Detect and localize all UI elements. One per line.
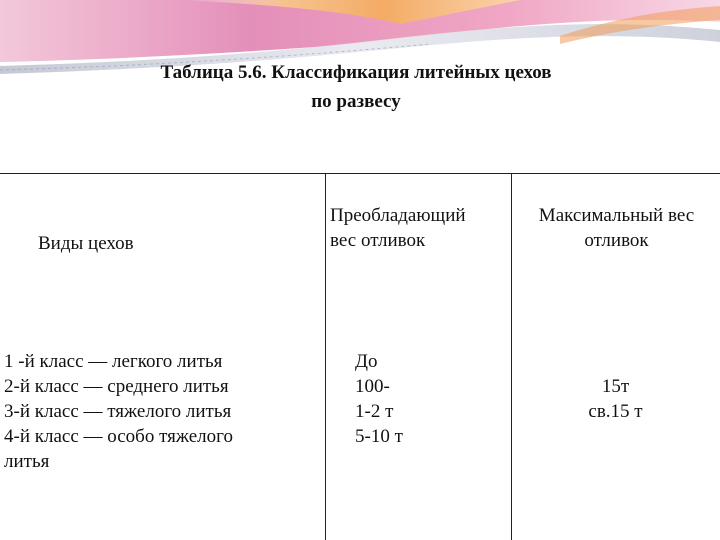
column-divider-1 [325, 173, 326, 540]
max-weight-cell [512, 374, 719, 424]
weight-line: 5-10 т [355, 426, 403, 447]
header-shop-types-label: Виды цехов [38, 233, 134, 254]
class-line: 3-й класс — тяжелого литья [4, 401, 232, 422]
class-line: 1 -й класс — легкого литья [4, 351, 223, 372]
column-divider-2 [511, 173, 512, 540]
weight-line: 1-2 т [355, 401, 394, 422]
header-predominant-weight [330, 203, 466, 253]
max-weight-line: св.15 т [588, 401, 643, 422]
header-shop-types [38, 231, 134, 256]
class-line: 4-й класс — особо тяжелого [4, 426, 233, 447]
header-max-weight [513, 203, 720, 253]
header-max-weight-line2: отливок [584, 230, 649, 251]
header-max-weight-line1: Максимальный вес [538, 205, 695, 226]
max-weight-line: 15т [601, 376, 630, 397]
title-line-2: по развесу [311, 91, 401, 112]
weight-line: До [355, 351, 378, 372]
predominant-weight-cell [355, 349, 403, 449]
table-top-border [0, 173, 720, 174]
header-predominant-weight-line1: Преобладающий [330, 205, 466, 226]
header-predominant-weight-line2: вес отливок [330, 230, 426, 251]
class-line: 2-й класс — среднего литья [4, 376, 229, 397]
weight-line: 100- [355, 376, 390, 397]
title-line-1: Таблица 5.6. Классификация литейных цехов [160, 62, 552, 83]
class-line: литья [4, 451, 50, 472]
slide-title [0, 58, 712, 116]
shop-classes-cell [4, 349, 322, 474]
